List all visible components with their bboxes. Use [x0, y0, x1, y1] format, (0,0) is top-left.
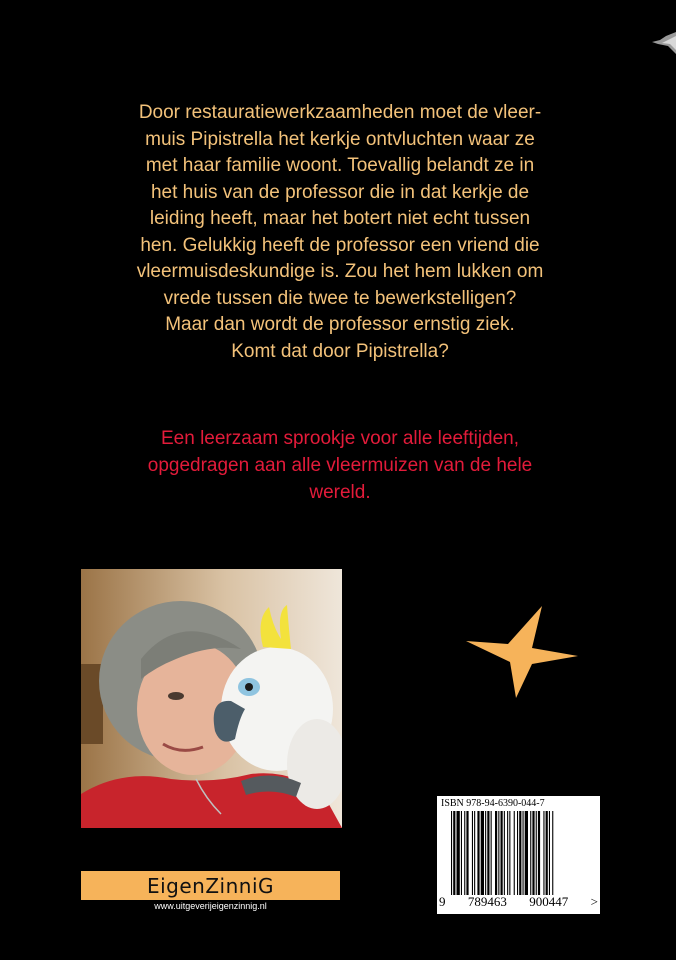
publisher-logo: EigenZinniG: [81, 871, 340, 900]
isbn-barcode: [437, 796, 600, 914]
barcode-bar: [532, 811, 534, 895]
barcode-bar: [451, 811, 452, 895]
tagline-line: wereld.: [309, 482, 371, 503]
barcode-bar: [481, 811, 484, 895]
back-cover-blurb: [60, 100, 620, 365]
barcode-bar: [472, 811, 473, 895]
barcode-bar: [536, 811, 537, 895]
blurb-line: Maar dan wordt de professor ernstig ziek.: [165, 314, 515, 335]
barcode-bar: [466, 811, 468, 895]
tagline: [60, 425, 620, 506]
barcode-bar: [491, 811, 492, 895]
barcode-bar: [507, 811, 508, 895]
tagline-line: Een leerzaam sprookje voor alle leeftijden,: [160, 428, 520, 449]
barcode-bar: [477, 811, 479, 895]
barcode-bar: [474, 811, 475, 895]
barcode-bar: [549, 811, 550, 895]
barcode-bar: [453, 811, 455, 895]
barcode-bar: [501, 811, 503, 895]
star-icon: [466, 606, 578, 698]
barcode-bars: [451, 811, 589, 895]
publisher-url: www.uitgeverijeigenzinnig.nl: [154, 901, 267, 911]
barcode-bar: [457, 811, 460, 895]
blurb-line: Door restauratiewerkzaamheden moet de vleer-: [138, 102, 542, 123]
barcode-bar: [530, 811, 531, 895]
barcode-bar: [504, 811, 505, 895]
tagline-line: opgedragen aan alle vleermuizen van de hele: [147, 455, 533, 476]
isbn-digit-group: 9: [439, 894, 446, 909]
barcode-bar: [495, 811, 497, 895]
isbn-digits: [437, 894, 600, 910]
barcode-bar: [509, 811, 510, 895]
barcode-bar: [485, 811, 486, 895]
barcode-bar: [543, 811, 544, 895]
barcode-bar: [461, 811, 462, 895]
blurb-line: hen. Gelukkig heeft de professor een vriend die: [140, 234, 540, 256]
barcode-bar: [487, 811, 489, 895]
barcode-bar: [464, 811, 465, 895]
barcode-bar: [498, 811, 499, 895]
barcode-bar: [546, 811, 548, 895]
isbn-label: ISBN 978-94-6390-044-7: [441, 798, 545, 809]
blurb-line: muis Pipistrella het kerkje ontvluchten waar ze: [145, 128, 535, 150]
blurb-line: vleermuisdeskundige is. Zou het hem lukken om: [136, 261, 544, 282]
isbn-digit-group: 900447: [529, 894, 569, 909]
barcode-bar: [525, 811, 528, 895]
barcode-bar: [552, 811, 553, 895]
isbn-digit-group: >: [590, 894, 598, 909]
barcode-bar: [517, 811, 518, 895]
barcode-bar: [523, 811, 524, 895]
isbn-digit-group: 789463: [467, 894, 507, 909]
blurb-line: leiding heeft, maar het botert niet echt tussen: [149, 208, 531, 229]
author-with-cockatoo-photo: [81, 569, 342, 828]
barcode-bar: [538, 811, 540, 895]
barcode-bar: [519, 811, 521, 895]
blurb-line: het huis van de professor die in dat kerkje de: [150, 181, 530, 203]
bat-silhouette-icon: [650, 32, 676, 54]
barcode-bar: [514, 811, 515, 895]
blurb-line: Komt dat door Pipistrella?: [231, 340, 449, 362]
blurb-line: vrede tussen die twee te bewerkstelligen?: [163, 287, 517, 309]
blurb-line: met haar familie woont. Toevallig belandt ze in: [145, 155, 535, 176]
